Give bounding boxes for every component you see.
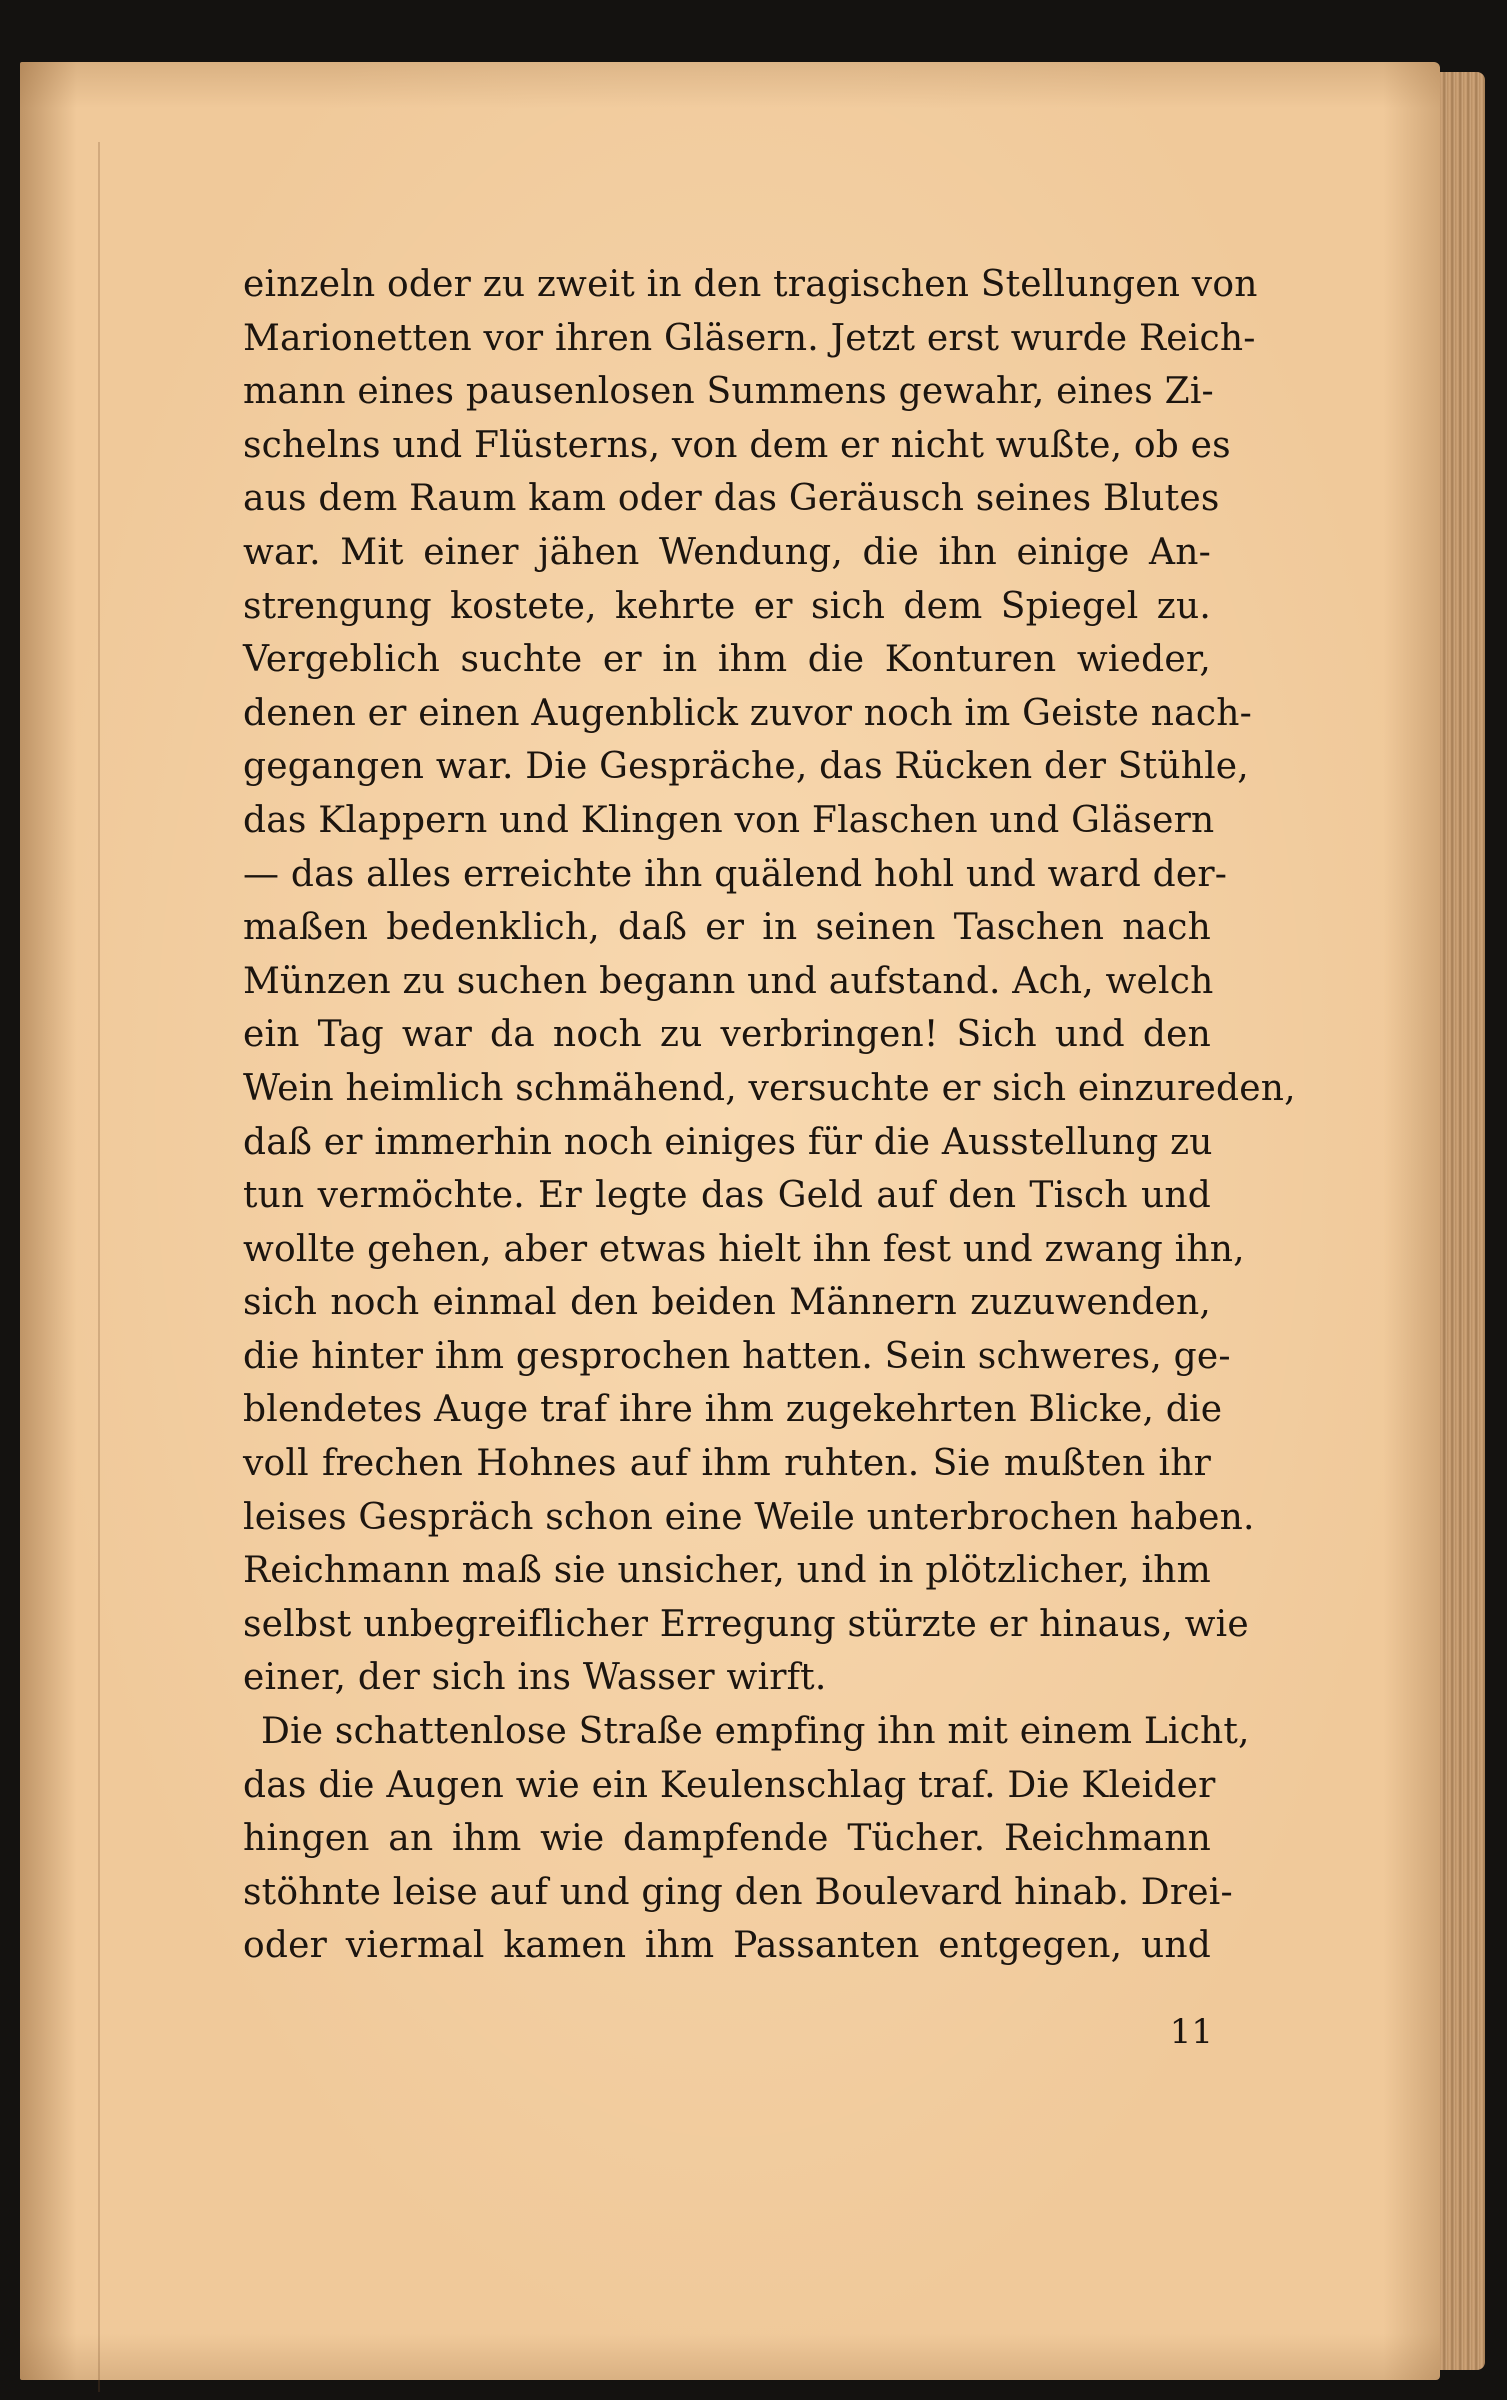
- text-line: Marionetten vor ihren Gläsern. Jetzt erst wurde Reich-: [243, 317, 1256, 359]
- text-line: — das alles erreichte ihn quälend hohl und ward der-: [243, 853, 1228, 895]
- text-line: leises Gespräch schon eine Weile unterbrochen haben.: [243, 1496, 1255, 1538]
- text-line: die hinter ihm gesprochen hatten. Sein schweres, ge-: [243, 1335, 1231, 1377]
- text-line: war. Mit einer jähen Wendung, die ihn einige An-: [243, 531, 1211, 573]
- text-line: stöhnte leise auf und ging den Boulevard hinab. Drei-: [243, 1871, 1233, 1913]
- text-line: Reichmann maß sie unsicher, und in plötzlicher, ihm: [243, 1550, 1211, 1592]
- text-line: Die schattenlose Straße empfing ihn mit einem Licht,: [261, 1711, 1250, 1753]
- text-line: voll frechen Hohnes auf ihm ruhten. Sie mußten ihr: [243, 1443, 1211, 1485]
- text-line: strengung kostete, kehrte er sich dem Spiegel zu.: [243, 585, 1211, 627]
- text-line: hingen an ihm wie dampfende Tücher. Reichmann: [243, 1818, 1211, 1860]
- page-number: 11: [1169, 2012, 1213, 2052]
- text-line: mann eines pausenlosen Summens gewahr, eines Zi-: [243, 371, 1214, 413]
- text-line: einzeln oder zu zweit in den tragischen Stellungen von: [243, 264, 1258, 305]
- text-line: daß er immerhin noch einiges für die Ausstellung zu: [243, 1121, 1213, 1163]
- text-line: Vergeblich suchte er in ihm die Konturen wieder,: [243, 639, 1211, 681]
- text-line: wollte gehen, aber etwas hielt ihn fest und zwang ihn,: [243, 1228, 1245, 1270]
- gutter-fold: [98, 142, 100, 2392]
- text-line: gegangen war. Die Gespräche, das Rücken der Stühle,: [243, 746, 1249, 788]
- text-line: sich noch einmal den beiden Männern zuzuwenden,: [243, 1282, 1211, 1324]
- text-line: schelns und Flüsterns, von dem er nicht wußte, ob es: [243, 424, 1231, 466]
- text-line: aus dem Raum kam oder das Geräusch seines Blutes: [243, 478, 1220, 520]
- text-line: blendetes Auge traf ihre ihm zugekehrten Blicke, die: [243, 1389, 1223, 1431]
- page-edges: [1439, 72, 1485, 2370]
- text-line: das Klappern und Klingen von Flaschen und Gläsern: [243, 799, 1215, 841]
- text-line: maßen bedenklich, daß er in seinen Taschen nach: [243, 907, 1211, 949]
- text-line: selbst unbegreiflicher Erregung stürzte er hinaus, wie: [243, 1603, 1249, 1645]
- text-line: Münzen zu suchen begann und aufstand. Ach, welch: [243, 960, 1214, 1002]
- text-line: einer, der sich ins Wasser wirft.: [243, 1657, 827, 1699]
- text-line: oder viermal kamen ihm Passanten entgegen, und: [243, 1925, 1211, 1967]
- text-line: ein Tag war da noch zu verbringen! Sich und den: [243, 1014, 1211, 1056]
- text-line: das die Augen wie ein Keulenschlag traf. Die Kleider: [243, 1764, 1216, 1806]
- text-line: tun vermöchte. Er legte das Geld auf den Tisch und: [243, 1175, 1211, 1217]
- text-line: denen er einen Augenblick zuvor noch im Geiste nach-: [243, 692, 1252, 734]
- text-line: Wein heimlich schmähend, versuchte er sich einzureden,: [243, 1067, 1296, 1109]
- body-text: [243, 258, 1296, 1973]
